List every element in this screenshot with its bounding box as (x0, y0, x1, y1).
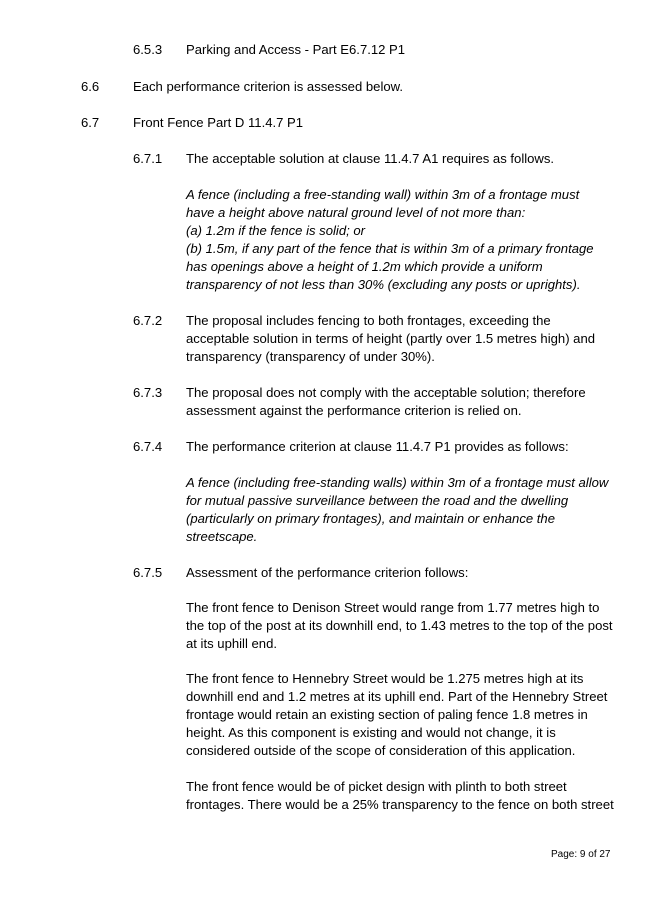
paragraph-line: downhill end and 1.2 metres at its uphill end. Part of the Hennebry Street (186, 689, 608, 704)
section-heading: Parking and Access - Part E6.7.12 P1 (186, 42, 406, 57)
paragraph-line: The proposal includes fencing to both frontages, exceeding the (186, 313, 551, 328)
quote-line: streetscape. (186, 529, 258, 544)
section-number: 6.7.4 (133, 439, 163, 454)
section-text: Each performance criterion is assessed below. (133, 79, 404, 94)
section-number: 6.6 (81, 79, 100, 94)
quote-line: transparency of not less than 30% (excluding any posts or uprights). (186, 277, 581, 292)
paragraph-line: height. As this component is existing and would not change, it is (186, 725, 556, 740)
section-number: 6.7.5 (133, 565, 163, 580)
quote-line: (a) 1.2m if the fence is solid; or (186, 223, 366, 238)
section-text: The performance criterion at clause 11.4.7 P1 provides as follows: (186, 439, 569, 454)
section-number: 6.5.3 (133, 42, 163, 57)
paragraph-line: The front fence to Hennebry Street would be 1.275 metres high at its (186, 671, 584, 686)
quote-line: A fence (including free-standing walls) within 3m of a frontage must allow (186, 475, 609, 490)
section-heading: Front Fence Part D 11.4.7 P1 (133, 115, 304, 130)
section-number: 6.7.1 (133, 151, 163, 166)
section-text: Assessment of the performance criterion follows: (186, 565, 469, 580)
paragraph-line: at its uphill end. (186, 636, 277, 651)
section-number: 6.7.3 (133, 385, 163, 400)
section-text: The acceptable solution at clause 11.4.7 A1 requires as follows. (186, 151, 555, 166)
paragraph-line: assessment against the performance criterion is relied on. (186, 403, 522, 418)
paragraph-line: the top of the post at its downhill end, to 1.43 metres to the top of the post (186, 618, 613, 633)
paragraph-line: frontages. There would be a 25% transparency to the fence on both street (186, 797, 614, 812)
section-number: 6.7.2 (133, 313, 163, 328)
quote-line: A fence (including a free-standing wall) within 3m of a frontage must (186, 187, 580, 202)
quote-line: (particularly on primary frontages), and maintain or enhance the (186, 511, 555, 526)
quote-line: (b) 1.5m, if any part of the fence that is within 3m of a primary frontage (186, 241, 594, 256)
section-number: 6.7 (81, 115, 100, 130)
paragraph-line: considered outside of the scope of consideration of this application. (186, 743, 576, 758)
paragraph-line: The front fence to Denison Street would range from 1.77 metres high to (186, 600, 600, 615)
paragraph-line: transparency (transparency of under 30%). (186, 349, 435, 364)
paragraph-line: acceptable solution in terms of height (partly over 1.5 metres high) and (186, 331, 596, 346)
paragraph-line: The proposal does not comply with the acceptable solution; therefore (186, 385, 586, 400)
page-number: Page: 9 of 27 (551, 849, 611, 860)
quote-line: for mutual passive surveillance between the road and the dwelling (186, 493, 569, 508)
paragraph-line: frontage would retain an existing section of paling fence 1.8 metres in (186, 707, 588, 722)
quote-line: has openings above a height of 1.2m which provide a uniform (186, 259, 543, 274)
paragraph-line: The front fence would be of picket design with plinth to both street (186, 779, 567, 794)
quote-line: have a height above natural ground level of not more than: (186, 205, 526, 220)
